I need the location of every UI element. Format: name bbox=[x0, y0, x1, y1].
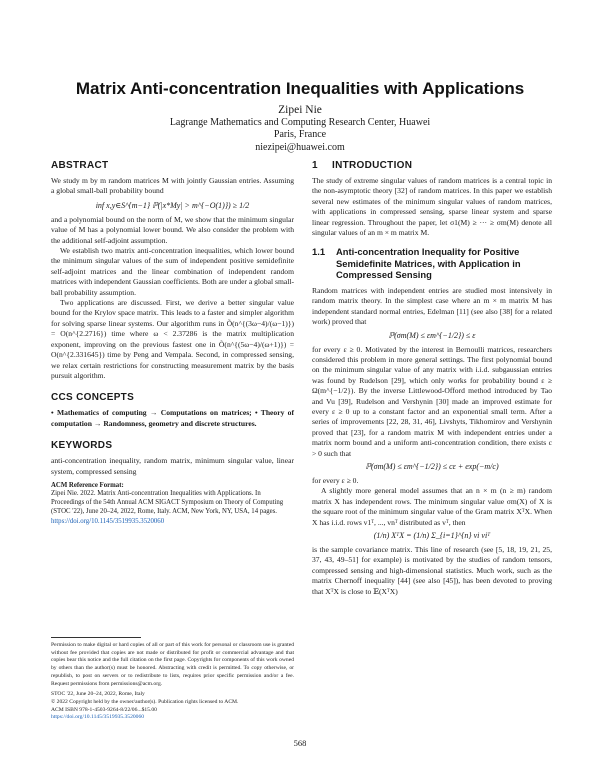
intro-paragraph-4: for every ε ≥ 0. bbox=[312, 476, 359, 486]
acm-reference-label: ACM Reference Format: bbox=[51, 481, 124, 489]
footnote-venue: STOC '22, June 20–24, 2022, Rome, Italy bbox=[51, 691, 145, 698]
intro-paragraph-2: Random matrices with independent entries are studied most intensively in random matrix theory. In the simplest case where an m × m matrix M has independent standard normal entries, Edelman [11] (see also [38] for a related work) proved that bbox=[312, 285, 552, 327]
intro-heading bbox=[312, 160, 552, 171]
footnote bbox=[51, 642, 294, 722]
abstract-paragraph-1: We study m by m random matrices M with jointly Gaussian entries. Assuming a global small-ball probability bound bbox=[51, 176, 294, 196]
right-column bbox=[312, 160, 552, 597]
covariance-equation: (1/n) XᵀX = (1/n) Σ_{i=1}^{n} vi viᵀ bbox=[373, 531, 491, 541]
author-block bbox=[150, 104, 450, 154]
acm-reference bbox=[51, 489, 294, 526]
acm-reference-doi-link[interactable]: https://doi.org/10.1145/3519935.3520060 bbox=[51, 517, 165, 525]
footnote-permission: Permission to make digital or hard copies of all or part of this work for personal or classroom use is granted without fee provided that copies are not made or distributed for profit or commercial advantage and that copies bear this notice and the full citation on the first page. Copyrights for components of this work owned by others than the author(s) must be honored. Abstracting with credit is permitted. To copy otherwise, or republish, to post on servers or to redistribute to lists, requires prior specific permission and/or a fee. Request permissions from permissions@acm.org. bbox=[51, 642, 294, 687]
left-column bbox=[51, 160, 294, 526]
intro-paragraph-3: for every ε ≥ 0. Motivated by the interest in Bernoulli matrices, researchers considered this problem in more general settings. The first polynomial bound on the minimum singular value of any matrix with i.i.d. subgaussian entries was found by Rudelson [29], which only works for probability bound ε ≥ Ω(m^{−1/2}). By the inverse Littlewood-Offord method introduced by Tao and Vu [39], Rudelson and Vershynin [30] made an improved estimate for every ε ≥ 0 up to a constant factor and an exponential small term. After a series of improvements [22, 28, 31, 46], Livshyts, Tikhomirov and Vershynin proved that [23], for a random matrix M with independent entries under a matrix norm bound and a uniform anti-concentration condition, there exists c > 0 such that bbox=[312, 344, 552, 458]
page-number: 568 bbox=[293, 738, 307, 748]
author-email[interactable]: niezipei@huawei.com bbox=[255, 141, 345, 153]
livshyts-equation: ℙ(σm(M) ≤ εm^{−1/2}) ≤ cε + exp(−m/c) bbox=[365, 462, 499, 472]
author-affiliation: Lagrange Mathematics and Computing Research Center, Huawei bbox=[169, 116, 431, 128]
footnote-doi-link[interactable]: https://doi.org/10.1145/3519935.3520060 bbox=[51, 714, 145, 721]
intro-heading-text: INTRODUCTION bbox=[332, 160, 413, 171]
ccs-heading: CCS CONCEPTS bbox=[51, 392, 135, 404]
paper-title: Matrix Anti-concentration Inequalities with Applications bbox=[75, 79, 525, 98]
abstract-heading: ABSTRACT bbox=[51, 160, 109, 171]
abstract-paragraph-2: and a polynomial bound on the norm of M, we show that the minimum singular value of M has a polynomial lower bound. We also consider the problem with the additional self-adjoint assumption. bbox=[51, 214, 294, 245]
ccs-concepts bbox=[51, 408, 294, 429]
footnote-isbn: ACM ISBN 978-1-4503-9264-8/22/06...$15.00 bbox=[51, 706, 157, 713]
subsection-heading bbox=[312, 246, 552, 281]
footnote-rule bbox=[51, 637, 141, 638]
keywords-text: anti-concentration inequality, random matrix, minimum singular value, linear system, compressed sensing bbox=[51, 456, 294, 476]
acm-reference-text: Zipei Nie. 2022. Matrix Anti-concentration Inequalities with Applications. In Proceedings of the 54th Annual ACM SIGACT Symposium on Theory of Computing (STOC '22), June 20–24, 2022, Rome, Italy. ACM, New York, NY, USA, 14 pages. bbox=[51, 489, 284, 516]
intro-heading-number: 1 bbox=[312, 160, 318, 171]
ccs-text: • Mathematics of computing → Computations on matrices; • Theory of computation → Randomness, geometry and discrete structures. bbox=[51, 408, 294, 428]
subsection-number: 1.1 bbox=[312, 246, 326, 258]
intro-paragraph-1: The study of extreme singular values of random matrices is a central topic in the non-asymptotic theory [32] of random matrices. In this paper we establish several new estimates of the minimum singular values of random matrices, with applications in compressed sensing, sparse linear system and sparse linear regression. Throughout the paper, let σ1(M) ≥ ··· ≥ σm(M) denote all singular values of an m × m matrix M. bbox=[312, 176, 552, 238]
footnote-copyright: © 2022 Copyright held by the owner/author(s). Publication rights licensed to ACM. bbox=[51, 698, 239, 705]
author-location: Paris, France bbox=[273, 129, 327, 140]
abstract-paragraph-3: We establish two matrix anti-concentration inequalities, which lower bound the minimum singular values of the sum of independent positive semidefinite self-adjoint matrices and the linear combination of independent random matrices with independent Gaussian coefficients. Both are under a global small-ball probability assumption. bbox=[51, 246, 294, 297]
abstract-equation: inf x,y∈S^{m−1} ℙ(|x*My| > m^{−O(1)}) ≥ 1/2 bbox=[95, 200, 250, 210]
abstract-paragraph-4: Two applications are discussed. First, we derive a better singular value bound for the Krylov space matrix. This leads to a faster and simpler algorithm for solving sparse linear systems. Our algorithm runs in Õ(n^{(3ω−4)/(ω−1)}) = O(n^{2.2716}) time where ω < 2.37286 is the matrix multiplication exponent, improving on the previous fastest one in Õ(n^{(5ω−4)/(ω+1)}) = O(n^{2.331645}) time by Peng and Vempala. Second, in compressed sensing, we relax certain restrictions for constructing measurement matrix by the basis pursuit algorithm. bbox=[51, 298, 294, 380]
intro-paragraph-5: A slightly more general model assumes that an n × m (n ≥ m) random matrix X has independent rows. The minimum singular value σm(X) of X is the square root of the minimum singular value of the Gram matrix XᵀX. When X has i.i.d. rows v1ᵀ, ..., vnᵀ distributed as vᵀ, then bbox=[312, 486, 552, 527]
subsection-title: Anti-concentration Inequality for Positive Semidefinite Matrices, with Application in Compressed Sensing bbox=[336, 246, 521, 281]
author-name: Zipei Nie bbox=[278, 104, 322, 116]
intro-paragraph-6: is the sample covariance matrix. This line of research (see [5, 18, 19, 21, 25, 37, 43, 49–51] for example) is motivated by the studies of random tensors, compressed sensing and high-dimensional statistics. Much work, such as the matrix Chernoff inequality [44] (see also [45]), has been devoted to proving that XᵀX is close to 𝔼(XᵀX) bbox=[312, 545, 552, 596]
edelman-equation: ℙ(σm(M) ≤ εm^{−1/2}) ≤ ε bbox=[388, 330, 476, 340]
keywords-heading: KEYWORDS bbox=[51, 440, 113, 452]
